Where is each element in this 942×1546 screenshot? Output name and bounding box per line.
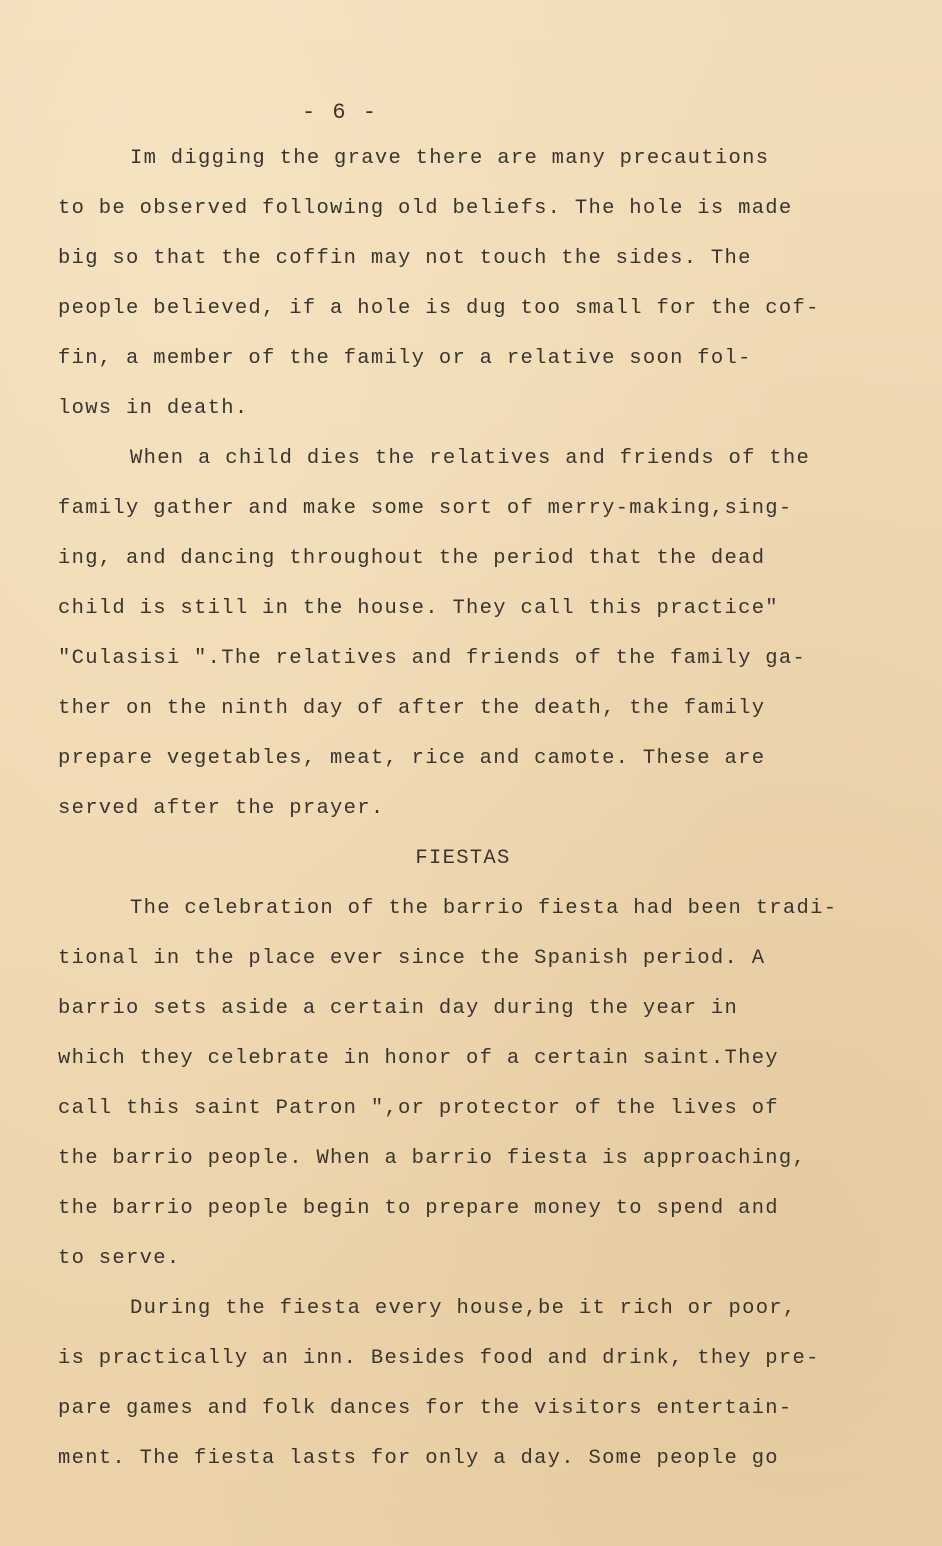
paragraph-line: to serve.	[58, 1247, 181, 1270]
paragraph-line: ing, and dancing throughout the period that the dead	[58, 547, 766, 570]
paragraph-line: the barrio people begin to prepare money to spend and	[58, 1197, 779, 1220]
paragraph-line: to be observed following old beliefs. The hole is made	[58, 197, 793, 220]
paragraph-line: pare games and folk dances for the visitors entertain-	[58, 1397, 793, 1420]
paragraph-line: big so that the coffin may not touch the sides. The	[58, 247, 752, 270]
paragraph-line: prepare vegetables, meat, rice and camote. These are	[58, 747, 766, 770]
section-heading: FIESTAS	[415, 847, 511, 870]
paragraph-line: family gather and make some sort of merry-making,sing-	[58, 497, 793, 520]
paragraph-line: child is still in the house. They call this practice"	[58, 597, 779, 620]
paragraph-line: "Culasisi ".The relatives and friends of the family ga-	[58, 647, 807, 670]
paragraph-line: During the fiesta every house,be it rich or poor,	[130, 1297, 797, 1320]
body-text	[58, 140, 898, 1490]
paragraph-line: ment. The fiesta lasts for only a day. Some people go	[58, 1447, 779, 1470]
paragraph-line: Im digging the grave there are many precautions	[130, 147, 770, 170]
page-number: - 6 -	[301, 100, 378, 125]
paragraph-line: call this saint Patron ",or protector of the lives of	[58, 1097, 779, 1120]
paragraph-line: is practically an inn. Besides food and drink, they pre-	[58, 1347, 820, 1370]
paragraph-line: people believed, if a hole is dug too small for the cof-	[58, 297, 820, 320]
paragraph-line: barrio sets aside a certain day during the year in	[58, 997, 739, 1020]
paragraph-line: The celebration of the barrio fiesta had been tradi-	[130, 897, 838, 920]
paragraph-line: fin, a member of the family or a relative soon fol-	[58, 347, 752, 370]
paragraph-line: tional in the place ever since the Spanish period. A	[58, 947, 766, 970]
paragraph-line: ther on the ninth day of after the death, the family	[58, 697, 766, 720]
paragraph-line: lows in death.	[58, 397, 249, 420]
paragraph-line: When a child dies the relatives and friends of the	[130, 447, 811, 470]
paragraph-line: which they celebrate in honor of a certain saint.They	[58, 1047, 779, 1070]
paragraph-line: served after the prayer.	[58, 797, 385, 820]
paragraph-line: the barrio people. When a barrio fiesta is approaching,	[58, 1147, 807, 1170]
